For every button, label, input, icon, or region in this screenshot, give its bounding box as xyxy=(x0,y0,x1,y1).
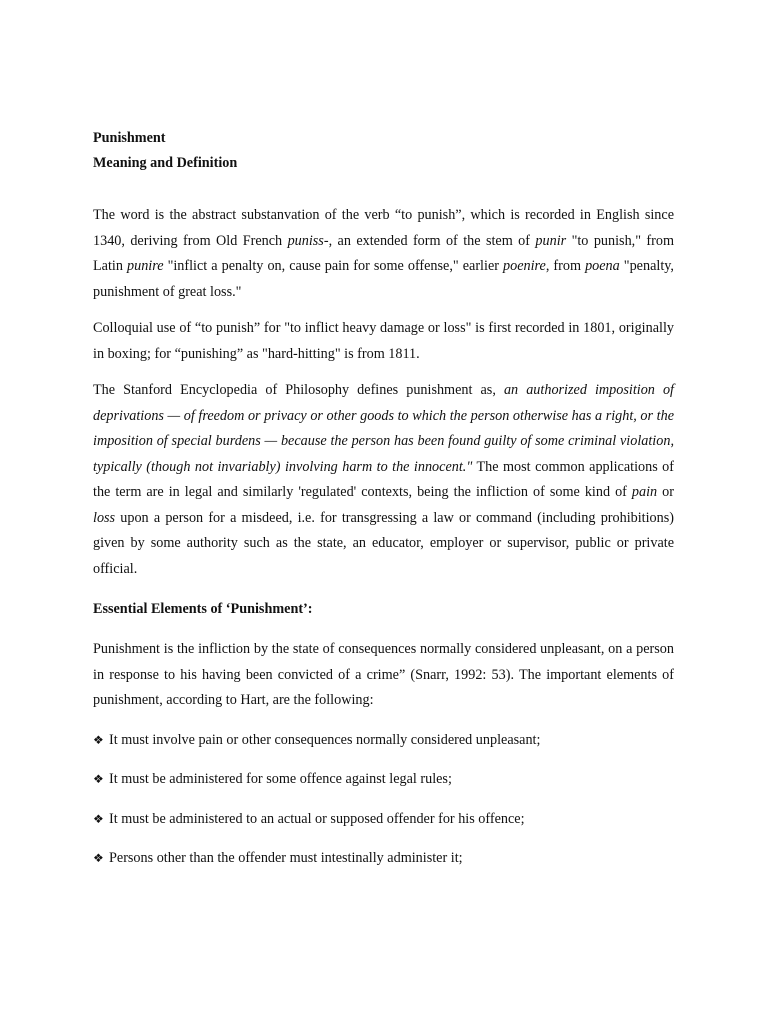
text-run: "inflict a penalty on, cause pain for some offense," earlier xyxy=(163,258,504,274)
list-item-text: Persons other than the offender must intestinally administer it; xyxy=(109,850,463,866)
text-run: The Stanford Encyclopedia of Philosophy defines punishment as, xyxy=(93,382,504,398)
italic-quote: an authorized imposition of deprivations — of freedom or privacy or other goods to which the person otherwise has a right, or the imposition of special burdens — because the person has been found guilty of some criminal violation, typically (though not invariably) involving harm to the innocent." xyxy=(93,382,675,475)
text-run: , an extended form of the stem of xyxy=(328,232,536,249)
text-run: "penalty, punishment of great loss." xyxy=(93,258,674,300)
text-run: or xyxy=(657,484,674,500)
text-run: upon a person for a misdeed, i.e. for transgressing a law or command (including prohibitions) given by some authority such as the state, an educator, employer or supervisor, public or private official. xyxy=(93,509,674,577)
paragraph-colloquial: Colloquial use of “to punish” for "to inflict heavy damage or loss" is first recorded in 1801, originally in boxing; for “punishing” as "hard-hitting" is from 1811. xyxy=(93,320,674,362)
text-run: The word is the abstract substanvation of the verb “to punish”, which is recorded in English since 1340, deriving from Old French xyxy=(93,207,674,249)
paragraph-stanford-definition xyxy=(93,378,674,582)
italic-term: puniss- xyxy=(287,232,329,249)
diamond-bullet-icon: ❖ xyxy=(93,772,104,786)
list-item-text: It must involve pain or other consequences normally considered unpleasant; xyxy=(109,731,541,748)
list-item-text: It must be administered for some offence against legal rules; xyxy=(109,771,452,787)
list-item xyxy=(93,846,674,872)
text-run: "to punish," from Latin xyxy=(93,232,674,274)
document-title: Punishment xyxy=(93,130,166,146)
list-item xyxy=(93,807,674,833)
italic-term: punire xyxy=(127,258,164,274)
italic-term: pain xyxy=(631,484,658,500)
section-heading-elements: Essential Elements of ‘Punishment’: xyxy=(93,601,313,617)
diamond-bullet-icon: ❖ xyxy=(93,851,104,865)
text-run: , from xyxy=(545,258,586,274)
section-heading-meaning: Meaning and Definition xyxy=(93,155,238,171)
diamond-bullet-icon: ❖ xyxy=(93,732,104,747)
text-run: The most common applications of the term are in legal and similarly 'regulated' contexts, being the infliction of some kind of xyxy=(93,458,675,500)
list-item-text: It must be administered to an actual or supposed offender for his offence; xyxy=(109,810,525,827)
diamond-bullet-icon: ❖ xyxy=(93,811,104,826)
document-body xyxy=(93,126,674,872)
italic-term: loss xyxy=(93,509,116,526)
paragraph-elements-intro: Punishment is the infliction by the state of consequences normally considered unpleasant, on a person in response to his having been convicted of a crime” (Snarr, 1992: 53). The important elements of punishment, according to Hart, are the following: xyxy=(93,641,674,708)
italic-term: poenire xyxy=(503,258,546,274)
italic-term: punir xyxy=(535,232,567,249)
italic-term: poena xyxy=(585,258,620,274)
list-item xyxy=(93,767,674,793)
list-item xyxy=(93,728,674,754)
paragraph-etymology xyxy=(93,203,674,305)
